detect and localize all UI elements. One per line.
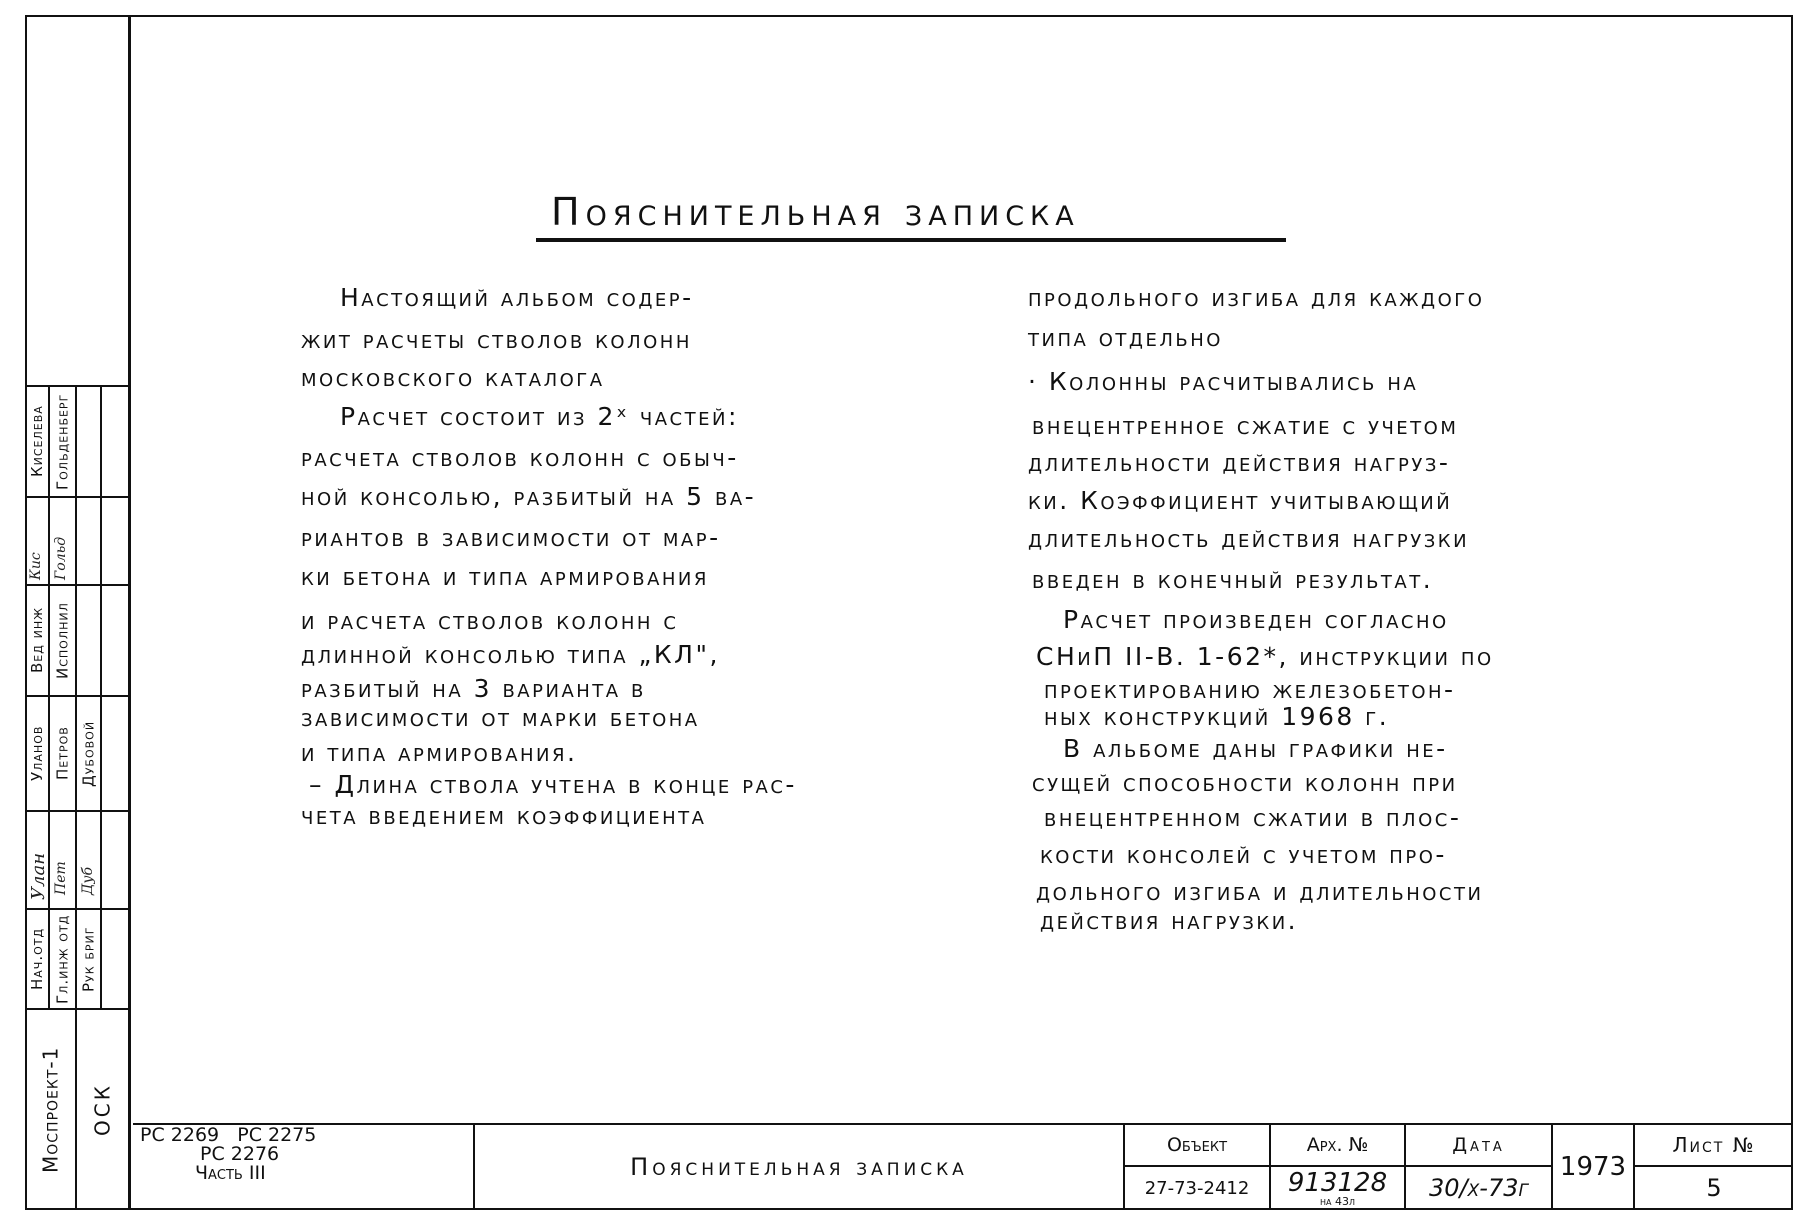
archive-value: 913128: [1287, 1167, 1388, 1198]
text-line: разбитый на 3 варианта в: [301, 674, 646, 703]
frame-divider: [128, 15, 131, 1210]
text-line: сущей способности колонн при: [1032, 768, 1458, 797]
text-line: Расчет состоит из 2ˣ частей:: [340, 402, 739, 431]
text-line: кости консолей с учетом про-: [1040, 840, 1447, 869]
codes-line-2: РС 2276: [200, 1143, 280, 1165]
role-team-lead: Рук бриг: [79, 926, 98, 992]
signature: Улан: [28, 852, 49, 900]
text-line: продольного изгиба для каждого: [1028, 283, 1485, 312]
name-kiseleva: Киселева: [28, 405, 46, 478]
signature: Пет: [53, 861, 69, 895]
part-number: Часть III: [195, 1162, 266, 1184]
codes-line-1: РС 2269 РС 2275: [140, 1124, 317, 1146]
text-line: и типа армирования.: [301, 738, 578, 767]
text-line: дольного изгиба и длительности: [1036, 877, 1484, 906]
year: 1973: [1551, 1123, 1633, 1210]
object-value: 27-73-2412: [1123, 1166, 1269, 1210]
text-line: внецентренное сжатие с учетом: [1032, 411, 1459, 440]
sheet-number: 5: [1633, 1166, 1793, 1210]
text-line: – Длина ствола учтена в конце рас-: [309, 770, 797, 799]
text-line: риантов в зависимости от мар-: [301, 523, 721, 552]
signature: Гольд: [53, 536, 69, 580]
divider: [25, 810, 130, 812]
role-head-of-dept: Нач.отд: [28, 927, 46, 991]
text-line: чета введением коэффициента: [301, 801, 707, 830]
department: ОСК: [90, 1083, 115, 1137]
text-line: длинной консолью типа „КЛ",: [301, 640, 720, 669]
sheet-label: Лист №: [1633, 1123, 1793, 1166]
text-line: типа отдельно: [1028, 323, 1223, 352]
text-line: Настоящий альбом содер-: [340, 283, 694, 312]
codes-block: [140, 1126, 316, 1183]
signature: Кис: [28, 552, 44, 580]
text-line: и расчета стволов колонн с: [301, 606, 679, 635]
text-line: · Колонны расчитывались на: [1028, 367, 1419, 396]
signature: Дуб: [80, 866, 96, 895]
date-value: 30/х-73г: [1404, 1166, 1551, 1210]
archive-cell: [1269, 1166, 1404, 1210]
text-line: московского каталога: [301, 363, 605, 392]
text-line: внецентренном сжатии в плос-: [1044, 803, 1462, 832]
text-line: расчета стволов колонн с обыч-: [301, 443, 739, 472]
name-dubovoy: Дубовой: [79, 720, 98, 787]
text-line: длительность действия нагрузки: [1028, 524, 1470, 553]
divider: [1633, 1165, 1793, 1167]
text-line: жит расчеты стволов колонн: [301, 325, 692, 354]
text-line: СНиП II-В. 1-62*, инструкции по: [1036, 642, 1494, 671]
divider: [25, 496, 130, 498]
archive-note: на 43л: [1320, 1194, 1355, 1208]
divider: [1123, 1165, 1551, 1167]
page-title: Пояснительная записка: [551, 190, 1080, 234]
text-line: ки бетона и типа армирования: [301, 562, 709, 591]
title-underline: [536, 238, 1286, 242]
name-petrov: Петров: [53, 726, 72, 781]
object-label: Объект: [1123, 1123, 1269, 1166]
text-line: длительности действия нагруз-: [1028, 448, 1451, 477]
organization: Моспроект-1: [38, 1046, 63, 1174]
text-line: В альбоме даны графики не-: [1063, 734, 1448, 763]
name-goldenberg: Гольденберг: [53, 393, 72, 490]
role-chief-engineer: Гл.инж отд: [53, 914, 72, 1004]
text-line: ных конструкций 1968 г.: [1044, 702, 1390, 731]
role-executed-by: Исполнил: [53, 602, 72, 679]
text-line: Расчет произведен согласно: [1063, 605, 1449, 634]
stamp-doc-title: Пояснительная записка: [473, 1123, 1123, 1210]
text-line: проектированию железобетон-: [1044, 675, 1456, 704]
text-line: введен в конечный результат.: [1032, 565, 1434, 594]
text-line: действия нагрузки.: [1040, 906, 1299, 935]
text-line: ной консолью, разбитый на 5 ва-: [301, 482, 757, 511]
text-line: зависимости от марки бетона: [301, 703, 700, 732]
text-line: ки. Коэффициент учитывающий: [1028, 486, 1453, 515]
name-ulanov: Уланов: [28, 725, 46, 782]
archive-label: Арх. №: [1269, 1123, 1404, 1166]
role-lead-engineer: Вед инж: [28, 607, 46, 674]
date-label: Дата: [1404, 1123, 1551, 1166]
